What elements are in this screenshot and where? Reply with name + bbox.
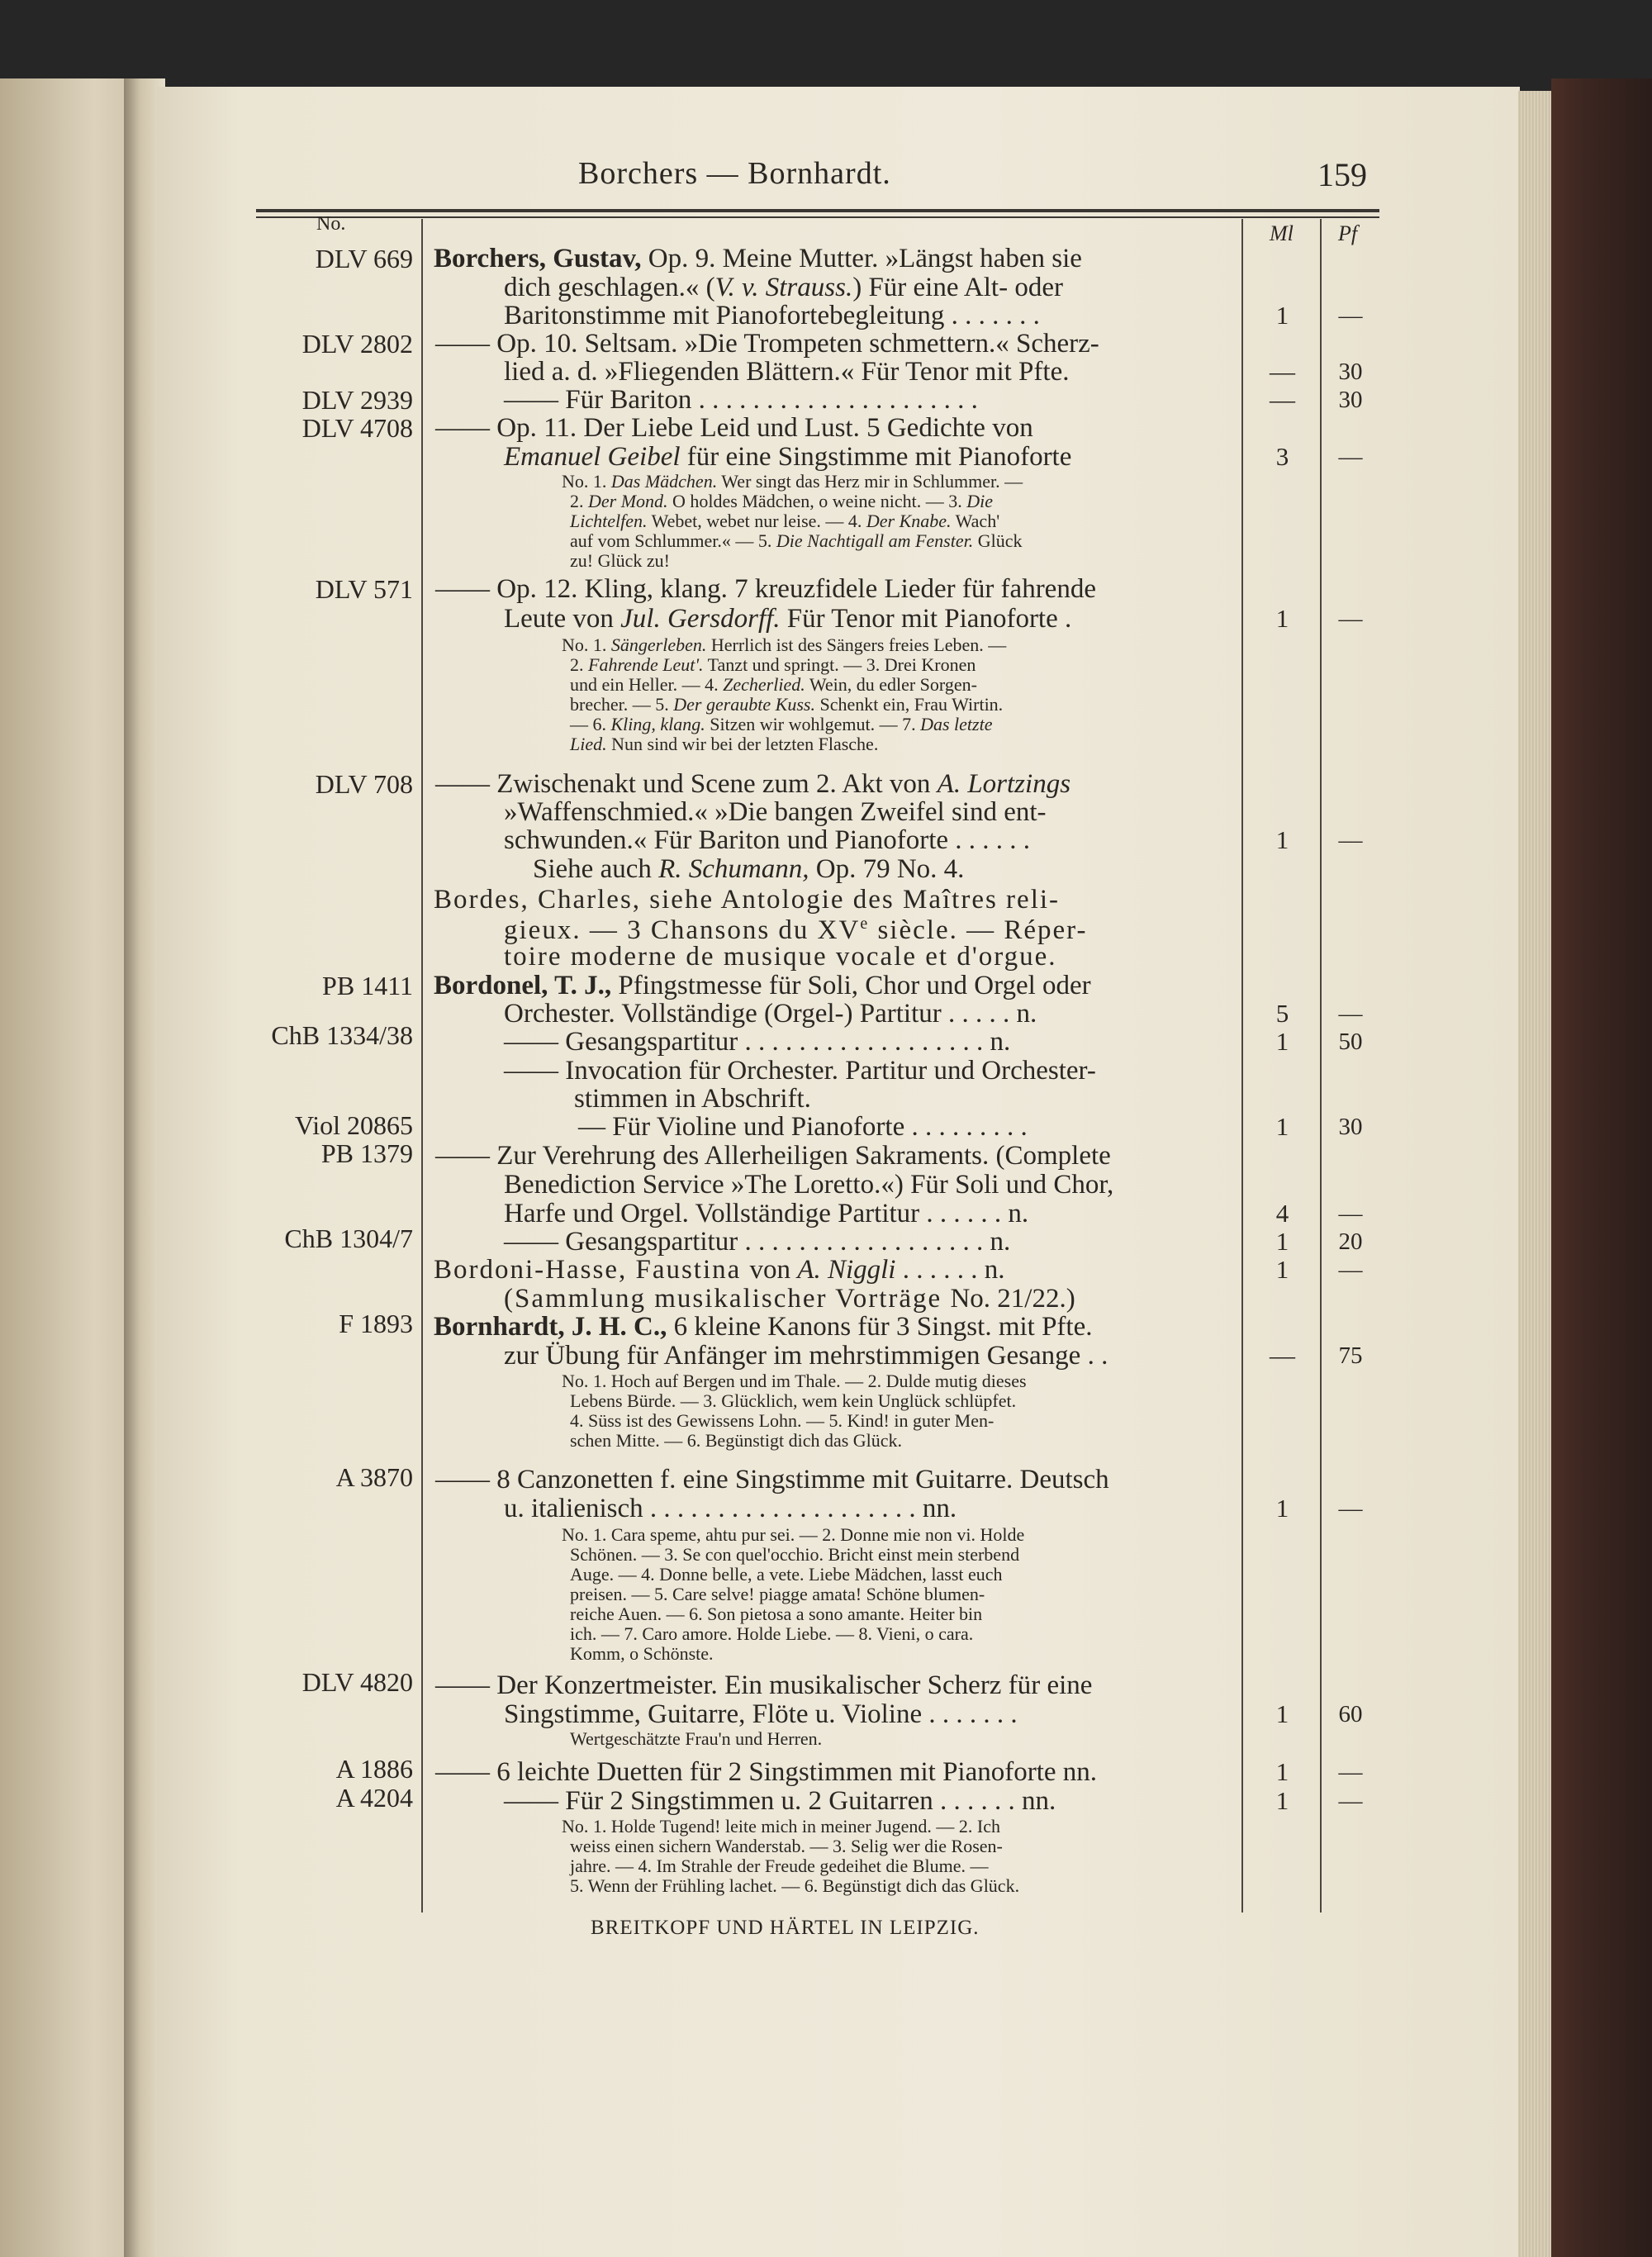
catalog-number: DLV 571 [315,574,413,604]
price-pfennig: — [1338,1759,1363,1785]
price-pfennig: 60 [1338,1701,1363,1727]
catalog-number: F 1893 [339,1309,413,1338]
catalog-number: DLV 4708 [301,413,413,443]
column-rule-pfennig [1320,219,1322,1913]
entry-line: 2. Fahrende Leut'. Tanzt und springt. — 3. Drei Kronen [570,654,976,675]
entry-line: —— Für 2 Singstimmen u. 2 Guitarren . . . . . . nn. [504,1786,1056,1816]
entry-line: ich. — 7. Caro amore. Holde Liebe. — 8. Vieni, o cara. [570,1623,974,1644]
column-header-number: No. [316,213,346,235]
entry-line: —— Gesangspartitur . . . . . . . . . . . . . . . . . . n. [504,1027,1011,1057]
catalog-number: A 4204 [335,1783,413,1813]
entry-line: —— 8 Canzonetten f. eine Singstimme mit Guitarre. Deutsch [435,1465,1109,1494]
header-rule [256,209,1379,212]
catalog-number: ChB 1304/7 [284,1224,413,1253]
price-mark: 1 [1275,301,1289,330]
background [0,0,1652,91]
entry-line: dich geschlagen.« (V. v. Strauss.) Für eine Alt- oder [504,273,1063,302]
entry-line: zu! Glück zu! [570,550,670,571]
entry-line: toire moderne de musique vocale et d'orgue. [504,942,1057,972]
entry-line: zur Übung für Anfänger im mehrstimmigen Gesange . . [504,1341,1108,1371]
entry-line: No. 1. Das Mädchen. Wer singt das Herz mir in Schlummer. — [562,471,1023,492]
price-mark: 1 [1275,1027,1289,1056]
price-pfennig: 50 [1338,1029,1363,1055]
price-pfennig: — [1338,827,1363,853]
entry-line: Bordes, Charles, siehe Antologie des Maîtres reli- [434,885,1061,915]
entry-line: stimmen in Abschrift. [574,1084,811,1114]
entry-line: schwunden.« Für Bariton und Pianoforte . . . . . . [504,825,1031,855]
entry-line: reiche Auen. — 6. Son pietosa a sono amante. Heiter bin [570,1604,983,1624]
entry-line: schen Mitte. — 6. Begünstigt dich das Glück. [570,1430,903,1451]
entry-line: —— Op. 10. Seltsam. »Die Trompeten schmettern.« Scherz- [435,329,1099,359]
entry-line: — 6. Kling, klang. Sitzen wir wohlgemut. — 7. Das letzte [570,714,993,734]
column-header-mark: Ml [1270,221,1294,245]
price-pfennig: — [1338,606,1363,632]
entry-line: Harfe und Orgel. Vollständige Partitur . . . . . . n. [504,1199,1029,1228]
price-mark: — [1270,357,1295,386]
entry-line: Orchester. Vollständige (Orgel-) Partitur . . . . . n. [504,999,1037,1029]
price-mark: 1 [1275,1255,1289,1284]
entry-line: Schönen. — 3. Se con quel'occhio. Bricht einst mein sterbend [570,1544,1020,1565]
entry-line: weiss einen sichern Wanderstab. — 3. Selig wer die Rosen- [570,1836,1003,1856]
entry-line: Wertgeschätzte Frau'n und Herren. [570,1728,823,1749]
catalog-number: PB 1379 [320,1138,413,1168]
entry-line: gieux. — 3 Chansons du XVe siècle. — Réper- [504,915,1088,945]
entry-line: 2. Der Mond. O holdes Mädchen, o weine nicht. — 3. Die [570,491,994,511]
header-rule-thin [256,216,1379,218]
column-header-pfennig: Pf [1338,221,1358,245]
price-pfennig: — [1338,1257,1363,1283]
entry-line: —— Op. 12. Kling, klang. 7 kreuzfidele Lieder für fahrende [435,574,1096,604]
catalog-number: DLV 708 [315,769,413,799]
entry-line: No. 1. Cara speme, ahtu pur sei. — 2. Donne mie non vi. Holde [562,1524,1025,1545]
catalog-number: PB 1411 [322,971,413,1000]
column-rule-number [421,219,423,1913]
entry-line: preisen. — 5. Care selve! piagge amata! Schöne blumen- [570,1584,985,1604]
entry-line: —— Der Konzertmeister. Ein musikalischer Scherz für eine [435,1670,1093,1700]
entry-line: Auge. — 4. Donne belle, a vete. Liebe Mädchen, lasst euch [570,1564,1003,1585]
price-mark: 1 [1275,1112,1289,1141]
catalog-number: DLV 669 [315,244,413,273]
page-stack-edge [1518,91,1551,2257]
price-mark: 1 [1275,1699,1289,1728]
entry-line: —— Gesangspartitur . . . . . . . . . . . . . . . . . . n. [504,1227,1011,1257]
publisher-footer: BREITKOPF UND HÄRTEL IN LEIPZIG. [591,1917,980,1939]
entry-line: u. italienisch . . . . . . . . . . . . . . . . . . . . nn. [504,1494,957,1523]
entry-line: 4. Süss ist des Gewissens Lohn. — 5. Kind! in guter Men- [570,1410,995,1431]
entry-line: —— Zur Verehrung des Allerheiligen Sakraments. (Complete [435,1141,1111,1171]
page-number: 159 [1317,156,1367,193]
entry-line: auf vom Schlummer.« — 5. Die Nachtigall am Fenster. Glück [570,530,1023,551]
entry-line: Emanuel Geibel für eine Singstimme mit Pianoforte [504,442,1072,472]
entry-line: Baritonstimme mit Pianofortebegleitung . . . . . . . [504,301,1040,330]
price-pfennig: — [1338,1200,1363,1227]
price-pfennig: — [1338,1000,1363,1027]
entry-line: Borchers, Gustav, Op. 9. Meine Mutter. »Längst haben sie [434,244,1082,273]
entry-line: Leute von Jul. Gersdorff. Für Tenor mit Pianoforte . [504,604,1072,634]
price-pfennig: — [1338,444,1363,470]
entry-line: Komm, o Schönste. [570,1643,714,1664]
price-mark: 4 [1275,1199,1289,1228]
entry-line: No. 1. Holde Tugend! leite mich in meiner Jugend. — 2. Ich [562,1816,1000,1836]
column-rule-mark [1241,219,1243,1913]
price-mark: 1 [1275,604,1289,633]
entry-line: —— Op. 11. Der Liebe Leid und Lust. 5 Gedichte von [435,413,1033,443]
price-pfennig: 30 [1338,1114,1363,1140]
entry-line: Bordoni-Hasse, Faustina von A. Niggli . . . . . . n. [434,1255,1005,1285]
entry-line: lied a. d. »Fliegenden Blättern.« Für Tenor mit Pfte. [504,357,1070,387]
price-mark: 1 [1275,1786,1289,1815]
catalog-number: DLV 2939 [301,385,413,415]
entry-line: Bordonel, T. J., Pfingstmesse für Soli, Chor und Orgel oder [434,971,1091,1000]
entry-line: und ein Heller. — 4. Zecherlied. Wein, du edler Sorgen- [570,674,977,695]
entry-line: No. 1. Hoch auf Bergen und im Thale. — 2. Dulde mutig dieses [562,1371,1027,1391]
price-mark: 3 [1275,442,1289,471]
book-cover [1551,78,1652,2257]
entry-line: Bornhardt, J. H. C., 6 kleine Kanons für 3 Singst. mit Pfte. [434,1312,1093,1342]
entry-line: —— Invocation für Orchester. Partitur und Orchester- [504,1056,1096,1086]
entry-line: Siehe auch R. Schumann, Op. 79 No. 4. [533,854,965,884]
catalog-number: A 1886 [335,1754,413,1784]
entry-line: —— 6 leichte Duetten für 2 Singstimmen mit Pianoforte nn. [435,1757,1098,1787]
entry-line: No. 1. Sängerleben. Herrlich ist des Sängers freies Leben. — [562,634,1007,655]
price-pfennig: — [1338,1788,1363,1814]
price-mark: 1 [1275,1227,1289,1256]
entry-line: (Sammlung musikalischer Vorträge No. 21/22.) [504,1284,1075,1314]
running-head: Borchers — Bornhardt. [578,156,891,191]
price-mark: 1 [1275,1494,1289,1523]
price-mark: 1 [1275,1757,1289,1786]
price-pfennig: 75 [1338,1342,1363,1369]
catalog-number: Viol 20865 [295,1110,413,1140]
price-pfennig: — [1338,1495,1363,1522]
price-mark: 5 [1275,999,1289,1028]
price-mark: — [1270,385,1295,414]
entry-line: 5. Wenn der Frühling lachet. — 6. Begünstigt dich das Glück. [570,1875,1020,1896]
catalog-number: DLV 2802 [301,329,413,359]
entry-line: Singstimme, Guitarre, Flöte u. Violine . . . . . . . [504,1699,1018,1729]
entry-line: jahre. — 4. Im Strahle der Freude gedeihet die Blume. — [570,1855,989,1876]
entry-line: Lichtelfen. Webet, webet nur leise. — 4. Der Knabe. Wach' [570,511,1000,531]
price-pfennig: 30 [1338,359,1363,385]
catalog-number: ChB 1334/38 [271,1020,413,1050]
catalog-number: DLV 4820 [301,1667,413,1697]
entry-line: brecher. — 5. Der geraubte Kuss. Schenkt ein, Frau Wirtin. [570,694,1004,715]
price-pfennig: — [1338,302,1363,329]
price-mark: — [1270,1341,1295,1370]
entry-line: Lied. Nun sind wir bei der letzten Flasche. [570,734,879,754]
entry-line: Lebens Bürde. — 3. Glücklich, wem kein Unglück schlüpfet. [570,1390,1017,1411]
entry-line: Benediction Service »The Loretto.«) Für Soli und Chor, [504,1170,1114,1200]
price-pfennig: 20 [1338,1228,1363,1255]
entry-line: —— Zwischenakt und Scene zum 2. Akt von A. Lortzings [435,769,1071,799]
entry-line: — Für Violine und Pianoforte . . . . . . . . . [578,1112,1028,1142]
price-pfennig: 30 [1338,387,1363,413]
price-mark: 1 [1275,825,1289,854]
catalog-number: A 3870 [335,1462,413,1492]
entry-line: —— Für Bariton . . . . . . . . . . . . . . . . . . . . . [504,385,978,415]
entry-line: »Waffenschmied.« »Die bangen Zweifel sind ent- [504,797,1047,827]
